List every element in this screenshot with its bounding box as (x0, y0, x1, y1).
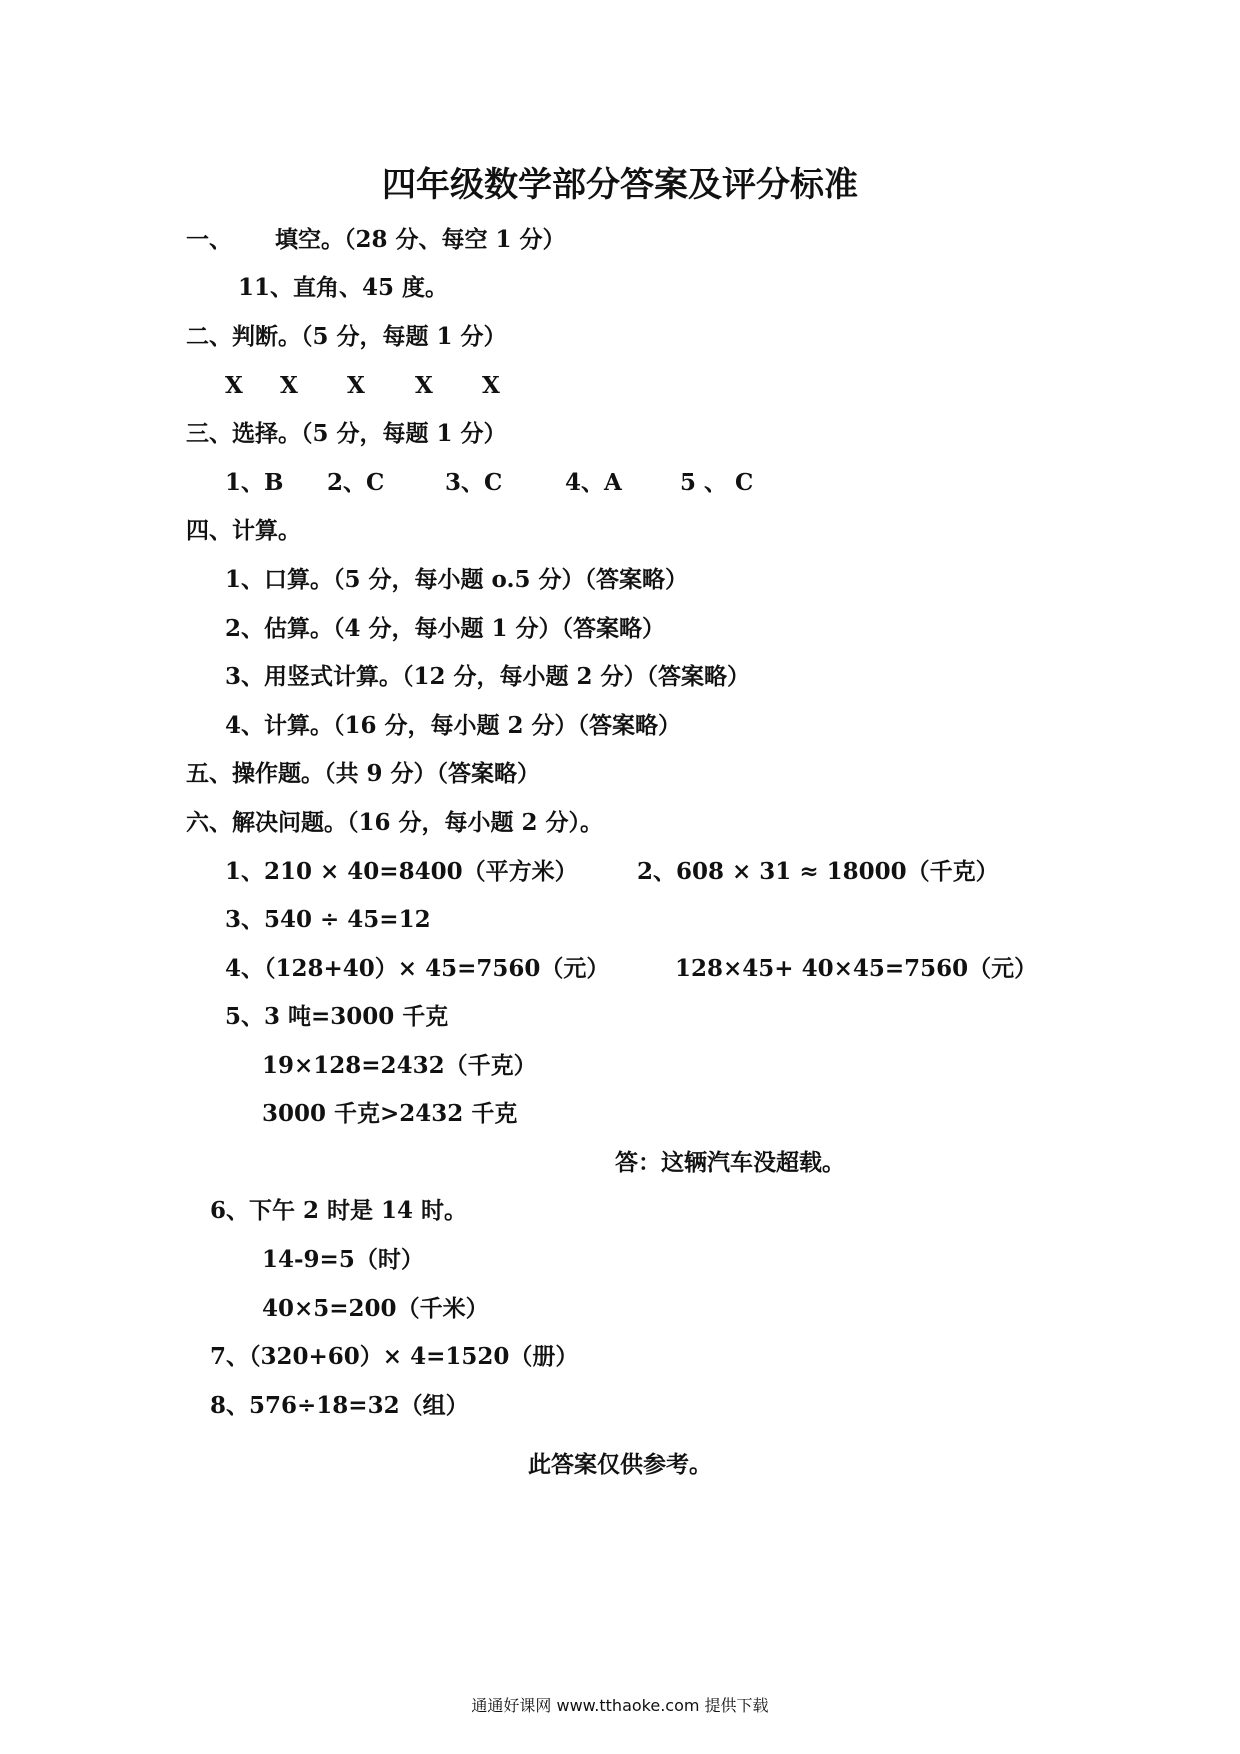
section-1-heading: 填空。（28 分、每空 1 分） (275, 226, 566, 253)
judgment-answer-3: X (347, 372, 365, 399)
problem-2: 2、608 × 31 ≈ 18000（千克） (637, 858, 999, 885)
problem-6-line-3: 40×5=200（千米） (262, 1295, 489, 1322)
section-3-heading: 三、选择。（5 分，每题 1 分） (186, 420, 507, 447)
calc-item-3: 3、用竖式计算。（12 分，每小题 2 分）（答案略） (225, 663, 751, 690)
choice-answer-1: 1、B (225, 469, 284, 496)
problem-3: 3、540 ÷ 45=12 (225, 906, 431, 933)
problem-6-line-2: 14-9=5（时） (262, 1246, 424, 1273)
calc-item-1: 1、口算。（5 分，每小题 o.5 分）（答案略） (225, 566, 688, 593)
page-title: 四年级数学部分答案及评分标准 (382, 165, 858, 205)
problem-4-method-b: 128×45+ 40×45=7560（元） (675, 955, 1038, 982)
reference-note: 此答案仅供参考。 (528, 1451, 712, 1478)
section-2-heading: 二、判断。（5 分，每题 1 分） (186, 323, 507, 350)
footer-credit: 通通好课网 www.tthaoke.com 提供下载 (471, 1696, 769, 1715)
judgment-answer-2: X (280, 372, 298, 399)
calc-item-4: 4、计算。（16 分，每小题 2 分）（答案略） (225, 712, 682, 739)
problem-4-method-a: 4、（128+40）× 45=7560（元） (225, 955, 610, 982)
problem-5-line-2: 19×128=2432（千克） (262, 1052, 537, 1079)
calc-item-2: 2、估算。（4 分，每小题 1 分）（答案略） (225, 615, 666, 642)
problem-7: 7、（320+60）× 4=1520（册） (210, 1343, 579, 1370)
problem-1: 1、210 × 40=8400（平方米） (225, 858, 578, 885)
problem-5-line-1: 5、3 吨=3000 千克 (225, 1003, 449, 1030)
section-1-answer: 11、直角、45 度。 (238, 274, 449, 301)
choice-answer-4: 4、A (565, 469, 622, 496)
problem-8: 8、576÷18=32（组） (210, 1392, 469, 1419)
judgment-answer-4: X (415, 372, 433, 399)
choice-answer-3: 3、C (445, 469, 503, 496)
section-6-heading: 六、解决问题。（16 分，每小题 2 分）。 (186, 809, 604, 836)
problem-5-answer: 答：这辆汽车没超载。 (615, 1149, 845, 1176)
choice-answer-5: 5 、 C (680, 469, 754, 496)
choice-answer-2: 2、C (327, 469, 385, 496)
section-5-heading: 五、操作题。（共 9 分）（答案略） (186, 760, 541, 787)
judgment-answer-1: X (225, 372, 243, 399)
judgment-answer-5: X (482, 372, 500, 399)
problem-6-line-1: 6、下午 2 时是 14 时。 (210, 1197, 468, 1224)
section-1-number: 一、 (186, 226, 232, 253)
section-4-heading: 四、计算。 (186, 517, 301, 544)
problem-5-line-3: 3000 千克>2432 千克 (262, 1100, 518, 1127)
